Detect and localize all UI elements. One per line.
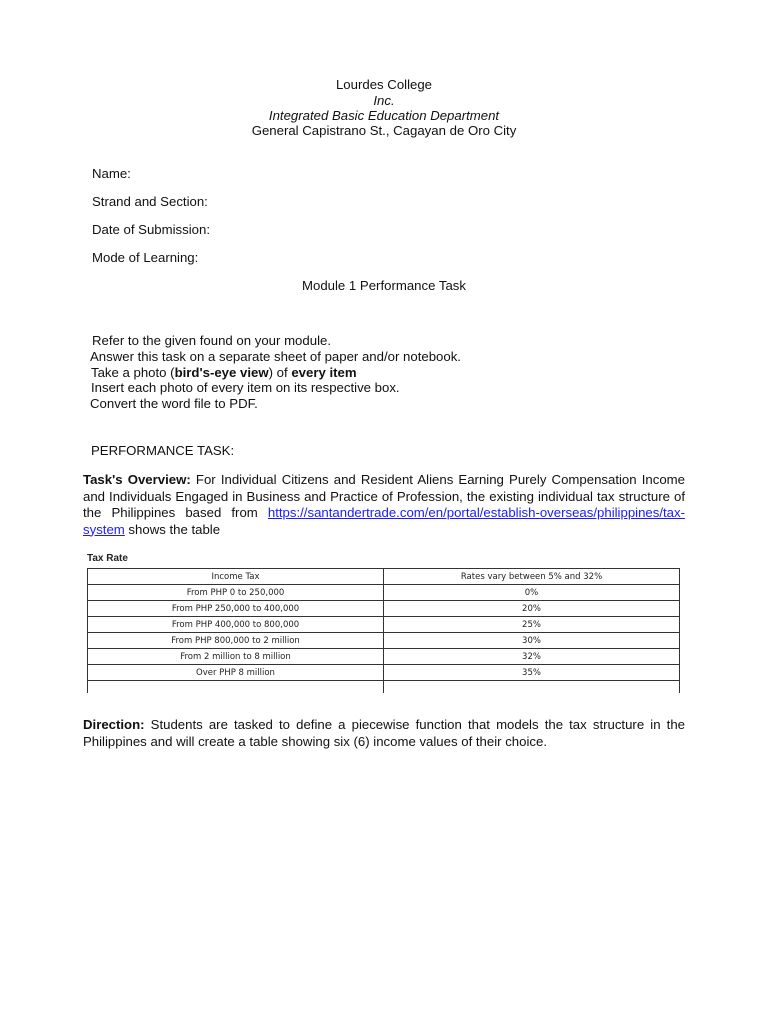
table-row <box>88 585 680 601</box>
empty-cell <box>88 681 384 694</box>
income-bracket-cell: From PHP 800,000 to 2 million <box>88 633 384 649</box>
every-item-text: every item <box>291 365 357 380</box>
direction-text: Students are tasked to define a piecewise function that models the tax structure in the Philippines and will create a table showing six (6) income values of their choice. <box>83 717 685 749</box>
income-bracket-cell: Over PHP 8 million <box>88 665 384 681</box>
college-name: Lourdes College <box>335 77 433 92</box>
instruction-3-pre: Take a photo ( <box>91 365 175 380</box>
instruction-4: Insert each photo of every item on its respective box. <box>91 380 400 395</box>
table-row <box>88 665 680 681</box>
tax-rate-cell: 35% <box>384 665 680 681</box>
mode-learning-label: Mode of Learning: <box>92 250 199 265</box>
date-submission-label: Date of Submission: <box>92 222 211 237</box>
direction-paragraph <box>83 717 685 750</box>
tax-rate-cell: 30% <box>384 633 680 649</box>
strand-section-label: Strand and Section: <box>92 194 208 209</box>
college-inc: Inc. <box>373 93 395 108</box>
tax-rate-cell: 32% <box>384 649 680 665</box>
table-header-row <box>88 569 680 585</box>
tax-rate-title: Tax Rate <box>87 553 128 564</box>
income-bracket-cell: From PHP 250,000 to 400,000 <box>88 601 384 617</box>
income-bracket-cell: From PHP 400,000 to 800,000 <box>88 617 384 633</box>
table-row <box>88 649 680 665</box>
tax-rate-cell: 25% <box>384 617 680 633</box>
instruction-5: Convert the word file to PDF. <box>90 396 258 411</box>
name-label: Name: <box>92 166 131 181</box>
instruction-3-mid: ) of <box>268 365 292 380</box>
tax-rate-cell: 20% <box>384 601 680 617</box>
tax-system-link[interactable]: https://santandertrade.com/en/portal/establish-overseas/philippines/tax-system <box>83 505 685 537</box>
direction-label: Direction: <box>83 717 145 732</box>
tax-rate-cell: 0% <box>384 585 680 601</box>
overview-label: Task's Overview: <box>83 472 191 487</box>
performance-task-heading: PERFORMANCE TASK: <box>91 443 235 458</box>
table-tail-row <box>88 681 680 694</box>
task-title: Module 1 Performance Task <box>302 278 466 293</box>
instruction-2: Answer this task on a separate sheet of paper and/or notebook. <box>90 349 461 364</box>
birds-eye-view-text: bird's-eye view <box>174 365 269 380</box>
overview-tail: shows the table <box>124 521 221 537</box>
college-address: General Capistrano St., Cagayan de Oro City <box>251 123 517 138</box>
table-row <box>88 601 680 617</box>
tax-rate-table <box>87 568 680 693</box>
empty-cell <box>384 681 680 694</box>
table-row <box>88 633 680 649</box>
table-header-rate: Rates vary between 5% and 32% <box>384 569 680 585</box>
income-bracket-cell: From 2 million to 8 million <box>88 649 384 665</box>
overview-text: For Individual Citizens and Resident Aliens Earning Purely Compensation Income and Individuals Engaged in Business and Practice of Profession, the existing individual tax structure of the Philippines based from <box>83 472 685 520</box>
instruction-3 <box>91 365 357 380</box>
department-name: Integrated Basic Education Department <box>268 108 500 123</box>
instruction-1: Refer to the given found on your module. <box>92 333 331 348</box>
table-row <box>88 617 680 633</box>
table-header-income: Income Tax <box>88 569 384 585</box>
income-bracket-cell: From PHP 0 to 250,000 <box>88 585 384 601</box>
task-overview <box>83 472 685 538</box>
